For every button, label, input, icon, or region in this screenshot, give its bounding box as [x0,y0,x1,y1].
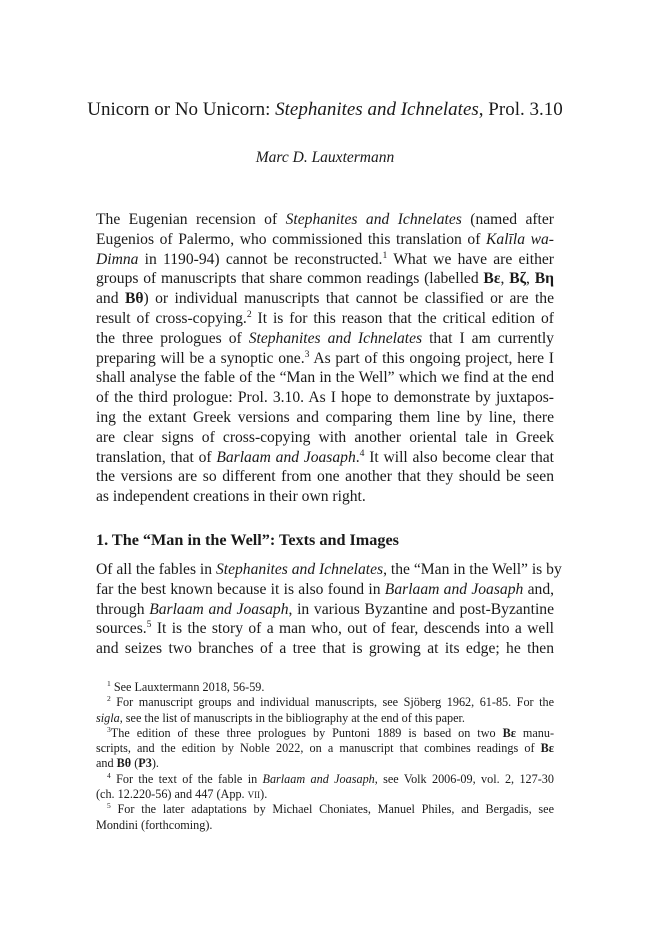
footnote-2: $^2$ For manuscript groups and individual manuscripts, see Sjöberg 1962, 61-85. For the [107,694,554,710]
footnote-1: $^1$ See Lauxtermann 2018, 56-59. [107,678,265,694]
text-line: sources.$^5$ It is the story of a man who, out of fear, descends into a well [96,619,554,638]
text-line: The Eugenian recension of Stephanites and Ichnelates (named after [96,211,555,228]
text-line: the three prologues of Stephanites and Ichnelates that I am currently [96,329,554,347]
section-heading: 1. The “Man in the Well”: Texts and Images [96,531,399,549]
text-line: through Barlaam and Joasaph, in various Byzantine and post-Byzantine [96,600,554,618]
footnote-5: $^5$ For the later adaptations by Michael Choniates, Manuel Philes, and Bergadis, see [107,801,554,817]
author-name: Marc D. Lauxtermann [255,149,395,166]
text-line: Eugenios of Palermo, who commissioned this translation of Kalīla wa- [96,230,555,248]
footnote-4-cont: (ch. 12.220-56) and 447 (App. vii). [96,787,268,802]
text-line: and seizes two branches of a tree that is growing at its edge; he then [96,640,554,658]
text-line: shall analyse the fable of the “Man in the Well” which we find at the end [96,369,554,387]
text-line: as independent creations in their own right. [96,488,366,506]
intro-paragraph [96,210,554,507]
footnote-2-cont: sigla, see the list of manuscripts in the bibliography at the end of this paper. [96,710,465,725]
footnote-ref[interactable]: 2 [246,308,252,320]
footnote-3: $^3$The edition of these three prologues by Puntoni 1889 is based on two Bε manu- [107,724,555,740]
footnote-3-cont: and Bθ (P3). [96,756,159,771]
text-line: far the best known because it is also found in Barlaam and Joasaph and, [96,580,555,598]
text-line: are clear signs of cross-copying with another oriental tale in Greek [96,428,554,446]
footnote-3-cont: scripts, and the edition by Noble 2022, on a manuscript that combines readings of Bε [96,741,554,756]
text-line: the versions are so different from one another that they should be seen [96,468,554,486]
footnote-ref[interactable]: 5 [146,619,152,631]
footnote-5-cont: Mondini (forthcoming). [96,817,213,832]
text-line: of the third prologue: Prol. 3.10. As I hope to demonstrate by juxtapos- [96,389,554,407]
footnote-ref[interactable]: 1 [382,249,388,261]
footnote-ref[interactable]: 4 [359,447,365,459]
text-line: Of all the fables in Stephanites and Ichnelates, the “Man in the Well” is by [96,561,562,578]
section-paragraph [96,560,562,659]
text-line: result of cross-copying.$^2$ It is for this reason that the critical edition of [96,308,554,327]
footnotes [96,680,554,833]
text-line: Dimna in 1190-94) cannot be reconstructed.$^1$ What we have are either [96,249,554,268]
footnote-4: $^4$ For the text of the fable in Barlaam and Joasaph, see Volk 2006-09, vol. 2, 127-30 [107,770,554,786]
text-line: translation, that of Barlaam and Joasaph.$^4$ It will also become clear that [96,447,555,466]
text-line: preparing will be a synoptic one.$^3$ As part of this ongoing project, here I [96,348,554,367]
footnote-ref[interactable]: 3 [304,348,310,360]
text-line: and Bθ) or individual manuscripts that cannot be classified or are the [96,290,555,308]
text-line: ing the extant Greek versions and comparing them line by line, there [96,408,554,426]
text-line: groups of manuscripts that share common readings (labelled Bε, Bζ, Bη [96,270,555,288]
paper-title: Unicorn or No Unicorn: Stephanites and Ichnelates, Prol. 3.10 [87,99,563,120]
